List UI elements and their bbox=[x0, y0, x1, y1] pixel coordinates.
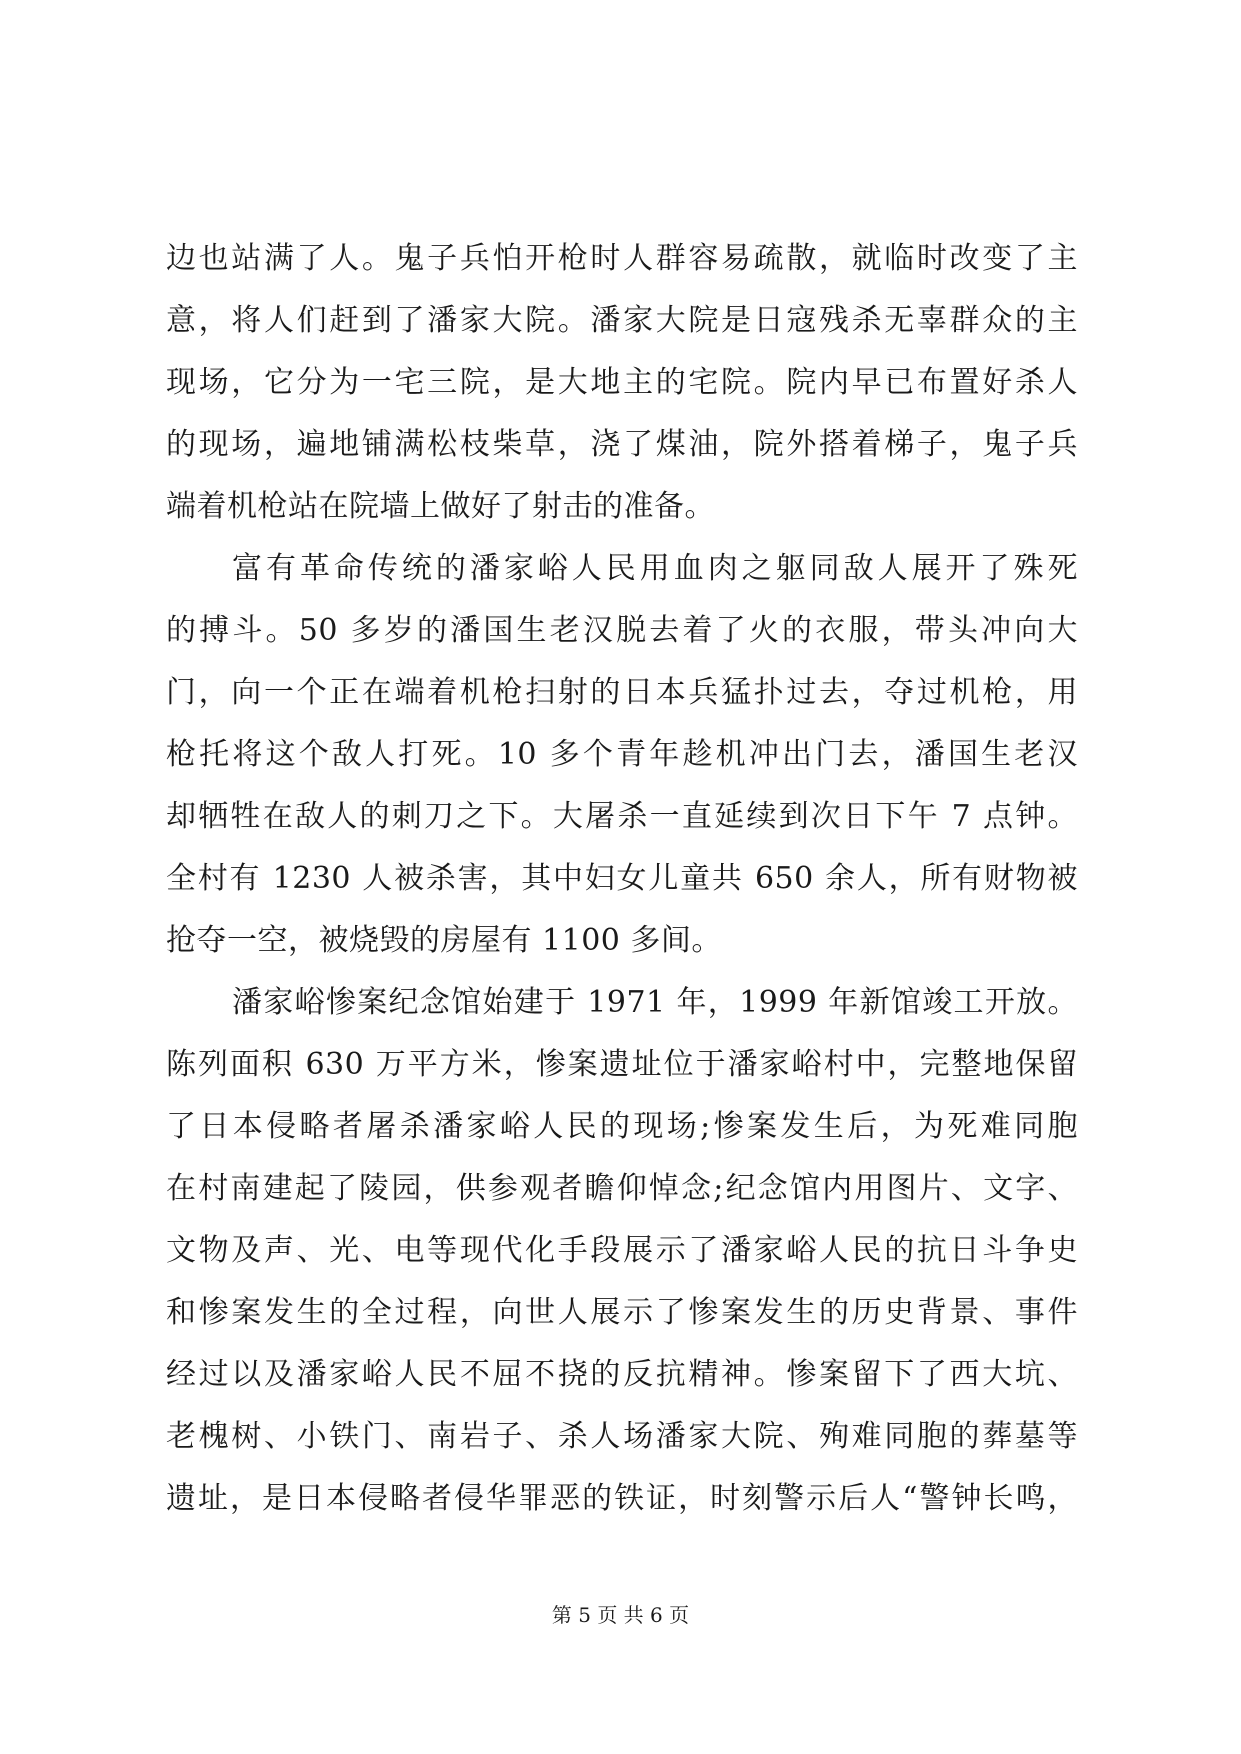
paragraph-start-line: 潘家峪惨案纪念馆始建于 1971 年，1999 年新馆竣工开放。 bbox=[232, 985, 1078, 1020]
text-line: 老槐树、小铁门、南岩子、杀人场潘家大院、殉难同胞的葬墓等 bbox=[166, 1419, 1078, 1454]
text-line: 的搏斗。50 多岁的潘国生老汉脱去着了火的衣服，带头冲向大 bbox=[166, 613, 1078, 648]
text-line: 枪托将这个敌人打死。10 多个青年趁机冲出门去，潘国生老汉 bbox=[166, 737, 1078, 772]
text-line: 经过以及潘家峪人民不屈不挠的反抗精神。惨案留下了西大坑、 bbox=[166, 1357, 1078, 1392]
text-line: 文物及声、光、电等现代化手段展示了潘家峪人民的抗日斗争史 bbox=[166, 1233, 1078, 1268]
text-line: 全村有 1230 人被杀害，其中妇女儿童共 650 余人，所有财物被 bbox=[166, 861, 1078, 896]
text-line: 现场，它分为一宅三院，是大地主的宅院。院内早已布置好杀人 bbox=[166, 365, 1078, 400]
text-line: 遗址，是日本侵略者侵华罪恶的铁证，时刻警示后人“警钟长鸣， bbox=[166, 1481, 1078, 1516]
text-line: 和惨案发生的全过程，向世人展示了惨案发生的历史背景、事件 bbox=[166, 1295, 1078, 1330]
text-line: 端着机枪站在院墙上做好了射击的准备。 bbox=[166, 489, 715, 524]
text-line: 却牺牲在敌人的刺刀之下。大屠杀一直延续到次日下午 7 点钟。 bbox=[166, 799, 1078, 834]
body-text bbox=[166, 228, 1078, 1530]
paragraph-start-line: 富有革命传统的潘家峪人民用血肉之躯同敌人展开了殊死 bbox=[232, 551, 1078, 586]
text-line: 抢夺一空，被烧毁的房屋有 1100 多间。 bbox=[166, 923, 722, 958]
text-line: 意，将人们赶到了潘家大院。潘家大院是日寇残杀无辜群众的主 bbox=[166, 303, 1078, 338]
page-number-footer: 第 5 页 共 6 页 bbox=[551, 1603, 690, 1627]
text-line: 的现场，遍地铺满松枝柴草，浇了煤油，院外搭着梯子，鬼子兵 bbox=[166, 427, 1078, 462]
text-line: 了日本侵略者屠杀潘家峪人民的现场;惨案发生后，为死难同胞 bbox=[166, 1109, 1078, 1144]
text-line: 边也站满了人。鬼子兵怕开枪时人群容易疏散，就临时改变了主 bbox=[166, 241, 1078, 276]
text-line: 门，向一个正在端着机枪扫射的日本兵猛扑过去，夺过机枪，用 bbox=[166, 675, 1078, 710]
text-line: 在村南建起了陵园，供参观者瞻仰悼念;纪念馆内用图片、文字、 bbox=[166, 1171, 1078, 1206]
text-line: 陈列面积 630 万平方米，惨案遗址位于潘家峪村中，完整地保留 bbox=[166, 1047, 1078, 1082]
